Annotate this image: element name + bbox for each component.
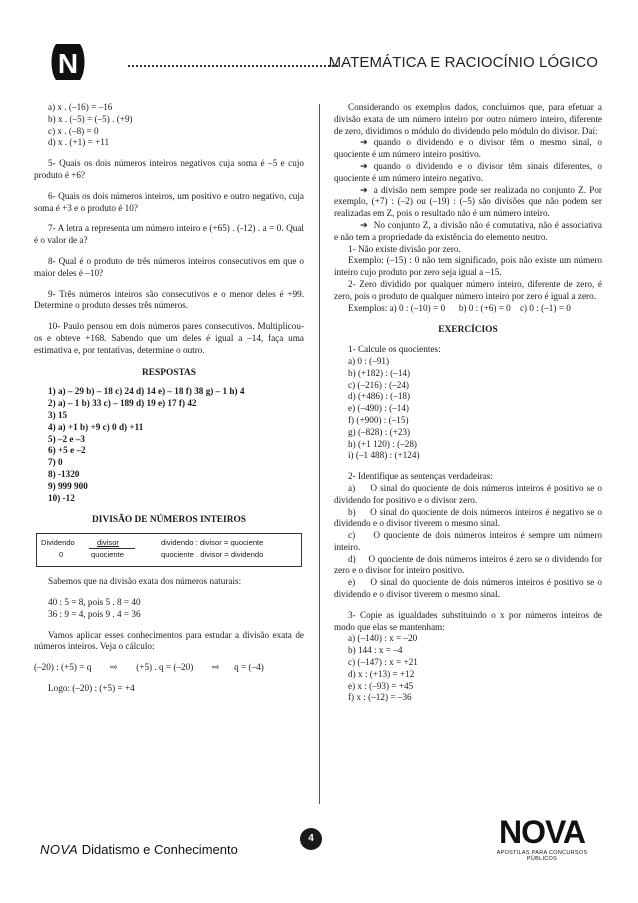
answer-line: 10) -12: [48, 492, 75, 503]
question-10: 10- Paulo pensou em dois números pares consecutivos. Multiplicou-os e obteve +168. Sabendo que um deles é igual a –14, faça uma estimativa e, por tentativas, determine o outro.: [34, 321, 304, 355]
calc-part-a: (–20) : (+5) = q: [34, 662, 92, 673]
calculation-line: [34, 662, 304, 674]
exercise-1-item: g) (–828) : (+23): [348, 426, 411, 437]
exercise-1-item: h) (+1 120) : (–28): [348, 438, 417, 449]
right-column: [334, 102, 605, 704]
page-header: [38, 38, 600, 88]
page-number: 4: [300, 828, 322, 850]
exercise-1-item: i) (–1 488) : (+124): [348, 450, 420, 461]
page-footer: [38, 814, 600, 864]
answer-line: 5) –2 e –3: [48, 433, 85, 444]
exercise-3: 3- Copie as igualdades substituindo o x por números inteiros de modo que elas se mantenham:: [334, 609, 602, 632]
exercise-3-item: c) (–147) : x = +21: [348, 657, 418, 668]
question-6: 6- Quais os dois números inteiros, um positivo e outro negativo, cuja soma é +3 e o produto é 10?: [34, 190, 304, 213]
answer-line: 7) 0: [48, 457, 63, 468]
exercise-2: 2- Identifique as sentenças verdadeiras:: [348, 471, 493, 482]
nova-logo-text: NOVA: [498, 814, 586, 850]
logo-result: Logo: (–20) : (+5) = +4: [48, 682, 135, 693]
respostas-title: RESPOSTAS: [141, 367, 196, 378]
exercise-3-item: b) 144 : x = –4: [348, 645, 403, 656]
exercise-2-item: b) O sinal do quociente de dois números inteiros é negativo se o dividendo e o divisor tiverem o mesmo sinal.: [334, 506, 605, 529]
arrow-icon: ⇨: [211, 662, 220, 674]
exercise-item: d) x . (+1) = +11: [48, 137, 110, 148]
vamos-text: Vamos aplicar esses conhecimentos para estudar a divisão exata de números inteiros. Veja o cálculo:: [34, 629, 304, 652]
box-dividendo: Dividendo: [41, 538, 75, 548]
arrow-icon: ⇨: [109, 662, 118, 674]
exercise-1-item: e) (–490) : (–14): [348, 403, 409, 414]
exercise-2-item: e) O sinal do quociente de dois números inteiros é positivo se o dividendo e o divisor tiverem o mesmo sinal.: [334, 577, 605, 600]
answer-line: 1) a) – 29 b) – 18 c) 24 d) 14 e) – 18 f) 38 g) – 1 h) 4: [48, 386, 245, 397]
box-formula-2: quociente . divisor = dividendo: [161, 550, 264, 560]
question-9: 9- Três números inteiros são consecutivos e o menor deles é +99. Determine o produto desses três números.: [34, 288, 304, 311]
note-2-examples: Exemplos: a) 0 : (–10) = 0 b) 0 : (+6) = 0 c) 0 : (–1) = 0: [348, 302, 571, 313]
box-divisor: divisor: [97, 538, 119, 548]
rule-1-text: quando o dividendo e o divisor têm o mesmo sinal, o quociente é um número inteiro positivo.: [334, 137, 602, 160]
box-formula-1: dividendo : divisor = quociente: [161, 538, 264, 548]
column-separator: [319, 104, 320, 804]
exercise-3-item: f) x : (–12) = –36: [348, 692, 412, 703]
rule-3-text: a divisão nem sempre pode ser realizada no conjunto Z. Por exemplo, (+7) : (–2) ou (–19) : (–5) são divisões que não podem ser realizadas em Z, pois o resultado não é um número inteiro.: [334, 184, 602, 219]
left-column: [34, 102, 304, 695]
example-2: 36 : 9 = 4, pois 9 . 4 = 36: [48, 608, 141, 619]
answer-line: 2) a) – 1 b) 33 c) – 189 d) 19 e) 17 f) 42: [48, 398, 197, 409]
note-2: 2- Zero dividido por qualquer número inteiro, diferente de zero, é zero, pois o produto de qualquer número inteiro por zero é igual a zero.: [334, 278, 602, 301]
answer-line: 4) a) +1 b) +9 c) 0 d) +11: [48, 421, 144, 432]
nova-logo: [484, 814, 600, 862]
answer-line: 6) +5 e –2: [48, 445, 86, 456]
arrow-icon: ➔: [360, 160, 368, 172]
logo-n-icon: [48, 40, 88, 84]
exercise-1-item: c) (–216) : (–24): [348, 379, 409, 390]
box-quociente: quociente: [91, 550, 124, 560]
exercicios-title: EXERCÍCIOS: [438, 325, 498, 336]
arrow-icon: ➔: [360, 137, 368, 149]
calc-part-b: (+5) . q = (–20): [136, 662, 194, 673]
note-1: 1- Não existe divisão por zero.: [348, 243, 461, 254]
arrow-icon: ➔: [360, 219, 368, 231]
exercise-item: a) x . (–16) = –16: [48, 102, 113, 112]
exercise-2-item: c) O quociente de dois números inteiros é sempre um número inteiro.: [334, 530, 605, 552]
question-7: 7- A letra a representa um número inteiro e (+65) . (-12) . a = 0. Qual é o valor de a?: [34, 223, 304, 246]
rule-1: [334, 137, 602, 161]
arrow-icon: ➔: [360, 184, 368, 196]
exercise-3-item: e) x : (–93) = +45: [348, 680, 414, 691]
nova-logo-subtitle: APOSTILAS PARA CONCURSOS PÚBLICOS: [496, 850, 588, 862]
example-1: 40 : 5 = 8, pois 5 . 8 = 40: [48, 596, 141, 607]
question-5: 5- Quais os dois números inteiros negativos cuja soma é –5 e cujo produto é +6?: [34, 158, 304, 180]
box-zero: 0: [59, 550, 64, 560]
sabemos-text: Sabemos que na divisão exata dos números naturais:: [48, 576, 242, 587]
exercise-1: 1- Calcule os quocientes:: [348, 344, 441, 355]
rule-2: [334, 161, 602, 185]
exercise-1-item: d) (+486) : (–18): [348, 391, 411, 402]
note-1-example: Exemplo: (–15) : 0 não tem significado, pois não existe um número inteiro cujo produto por zero seja igual a –15.: [334, 255, 602, 278]
exercise-2-item: a) O sinal do quociente de dois números inteiros é positivo se o dividendo for positivo e o divisor zero.: [334, 482, 605, 505]
rule-2-text: quando o dividendo e o divisor têm sinais diferentes, o quociente é um número inteiro negativo.: [334, 160, 602, 183]
exercise-2-item: d) O quociente de dois números inteiros é zero se o dividendo for zero e o divisor for inteiro positivo.: [334, 553, 605, 576]
answer-line: 9) 999 900: [48, 480, 88, 491]
considerando-text: Considerando os exemplos dados, concluímos que, para efetuar a divisão exata de um número inteiro por outro número inteiro, diferente de zero, dividimos o módulo do dividendo pelo módulo do divisor. Daí:: [334, 102, 602, 136]
footer-brand: [40, 842, 238, 857]
header-title: MATEMÁTICA E RACIOCÍNIO LÓGICO: [328, 54, 598, 71]
exercise-1-item: a) 0 : (–91): [348, 355, 390, 366]
exercise-3-item: d) x : (+13) = +12: [348, 668, 415, 679]
calc-part-c: q = (–4): [234, 662, 264, 673]
footer-tagline: Didatismo e Conhecimento: [81, 842, 238, 857]
division-terms-box: [36, 533, 302, 567]
box-divider-line: [89, 548, 135, 549]
rule-4-text: No conjunto Z, a divisão não é comutativa, não é associativa e não tem a propriedade da existência do elemento neutro.: [334, 219, 602, 242]
rule-3: [334, 185, 602, 220]
rule-4: [334, 220, 602, 244]
question-8: 8- Qual é o produto de três números inteiros consecutivos em que o maior deles é –10?: [34, 255, 304, 278]
exercise-1-item: f) (+900) : (–15): [348, 414, 409, 425]
exercise-1-item: b) (+182) : (–14): [348, 367, 411, 378]
svg-text:N: N: [57, 48, 79, 79]
exercise-item: c) x . (–8) = 0: [48, 125, 99, 136]
footer-brand-name: NOVA: [40, 842, 79, 857]
divisao-title: DIVISÃO DE NÚMEROS INTEIROS: [92, 515, 246, 526]
answer-line: 8) -1320: [48, 468, 80, 479]
exercise-3-item: a) (–140) : x = –20: [348, 633, 418, 644]
answer-line: 3) 15: [48, 409, 68, 420]
exercise-item: b) x . (–5) = (–5) . (+9): [48, 113, 133, 124]
header-dotted-line: [128, 65, 338, 67]
